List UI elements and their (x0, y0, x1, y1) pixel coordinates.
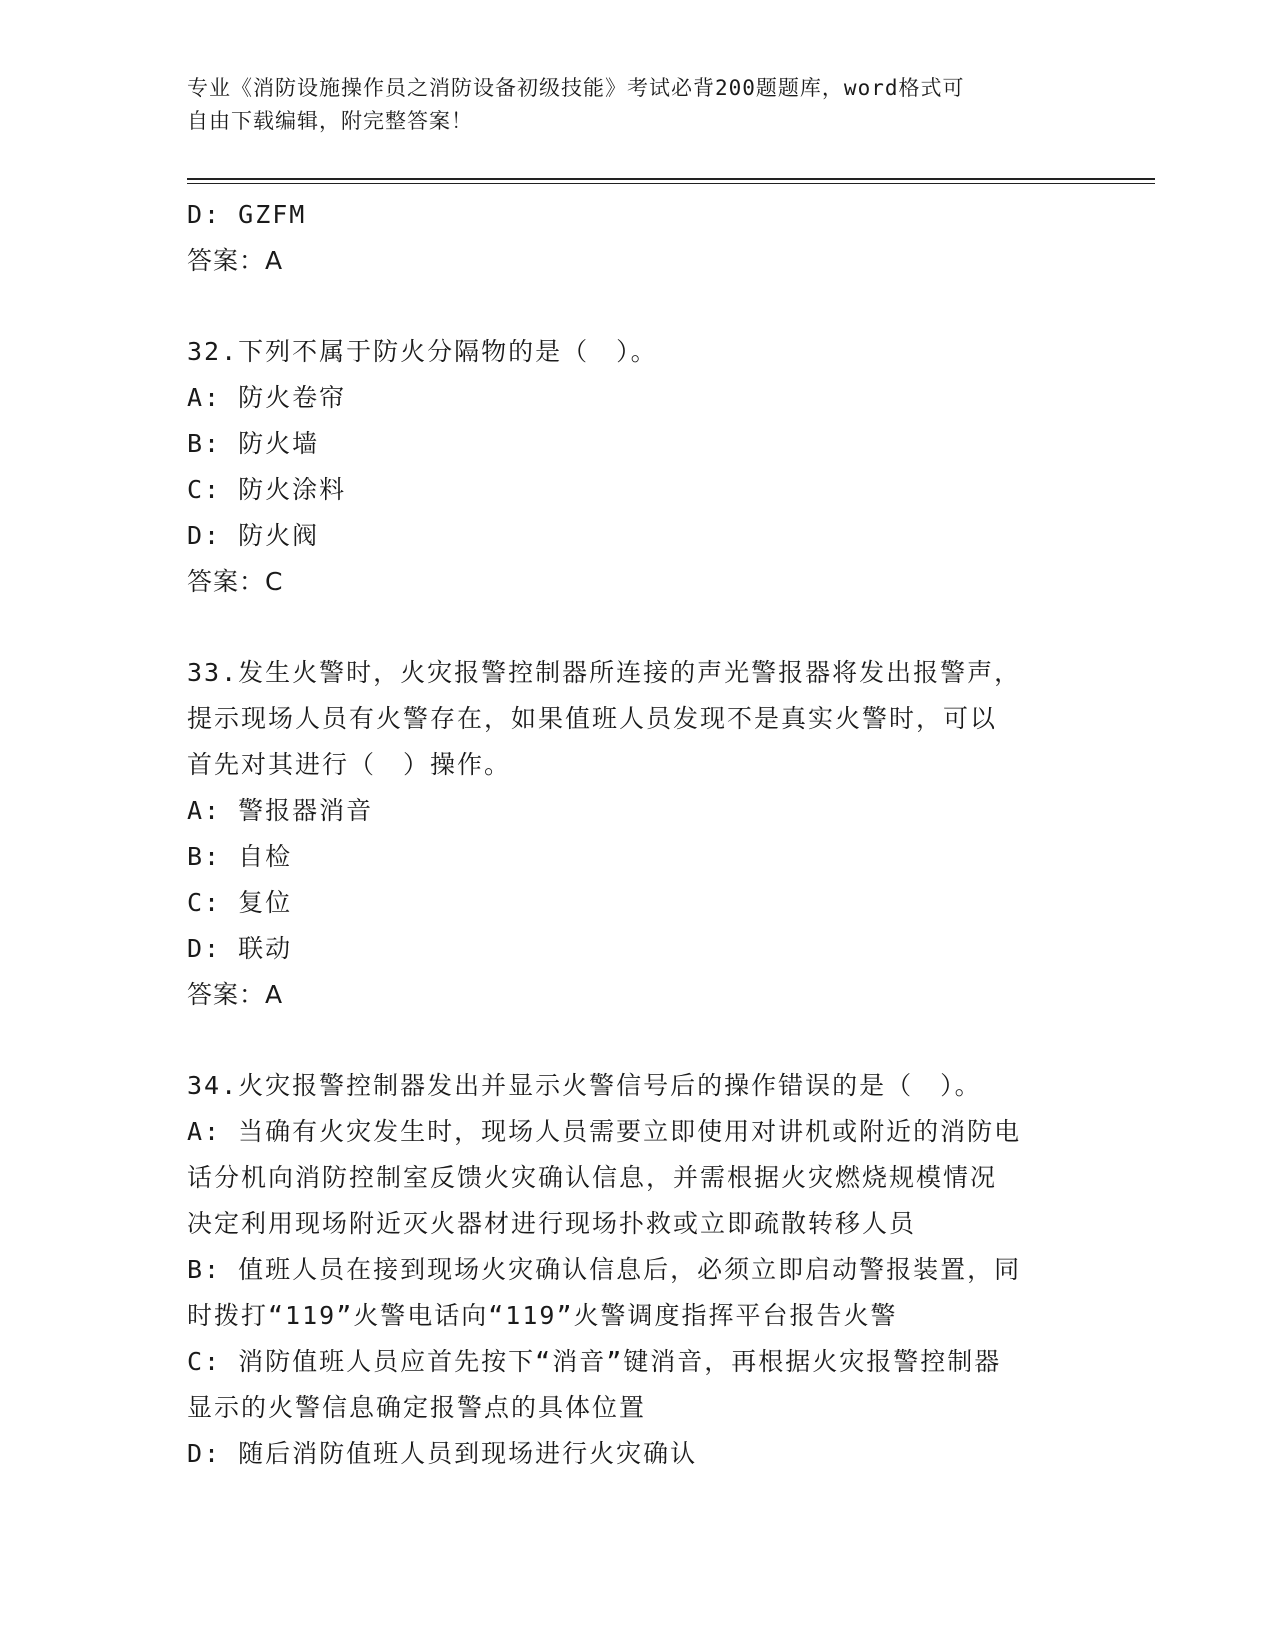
question-list (187, 192, 1087, 1477)
q32-answer: 答案：C (187, 567, 284, 596)
q34-option-a-line-2: 话分机向消防控制室反馈火灾确认信息，并需根据火灾燃烧规模情况 (187, 1163, 998, 1192)
q34-option-b-line-1: B: 值班人员在接到现场火灾确认信息后，必须立即启动警报装置，同 (187, 1255, 1022, 1284)
document-header (187, 72, 1087, 138)
q33-answer: 答案：A (187, 980, 284, 1009)
header-line-2: 自由下载编辑，附完整答案！ (187, 109, 473, 133)
q34-option-a-line-1: A: 当确有火灾发生时，现场人员需要立即使用对讲机或附近的消防电 (187, 1117, 1022, 1146)
header-line-1: 专业《消防设施操作员之消防设备初级技能》考试必背200题题库，word格式可 (187, 76, 965, 100)
q34-option-d: D: 随后消防值班人员到现场进行火灾确认 (187, 1439, 698, 1468)
q33-option-c: C: 复位 (187, 888, 293, 917)
q31-answer: 答案：A (187, 246, 284, 275)
q33-option-a: A: 警报器消音 (187, 796, 374, 825)
header-divider-thick (187, 178, 1155, 180)
q34-stem: 34.火灾报警控制器发出并显示火警信号后的操作错误的是（ ）。 (187, 1071, 982, 1100)
q34-option-c-line-1: C: 消防值班人员应首先按下“消音”键消音，再根据火灾报警控制器 (187, 1347, 1002, 1376)
q32-stem: 32.下列不属于防火分隔物的是（ ）。 (187, 337, 658, 366)
q33-stem-line-3: 首先对其进行（ ）操作。 (187, 750, 512, 779)
q32-option-b: B: 防火墙 (187, 429, 320, 458)
q34-option-b-line-2: 时拨打“119”火警电话向“119”火警调度指挥平台报告火警 (187, 1301, 898, 1330)
q34-option-a-line-3: 决定利用现场附近灭火器材进行现场扑救或立即疏散转移人员 (187, 1209, 917, 1238)
q33-option-b: B: 自检 (187, 842, 293, 871)
q32-option-a: A: 防火卷帘 (187, 383, 347, 412)
q34-option-c-line-2: 显示的火警信息确定报警点的具体位置 (187, 1393, 647, 1422)
q33-stem-line-1: 33.发生火警时，火灾报警控制器所连接的声光警报器将发出报警声， (187, 658, 1022, 687)
q33-option-d: D: 联动 (187, 934, 293, 963)
q33-stem-line-2: 提示现场人员有火警存在，如果值班人员发现不是真实火警时，可以 (187, 704, 998, 733)
q32-option-d: D: 防火阀 (187, 521, 320, 550)
q32-option-c: C: 防火涂料 (187, 475, 347, 504)
header-divider-thin (187, 183, 1155, 184)
q31-option-d: D: GZFM (187, 200, 307, 229)
